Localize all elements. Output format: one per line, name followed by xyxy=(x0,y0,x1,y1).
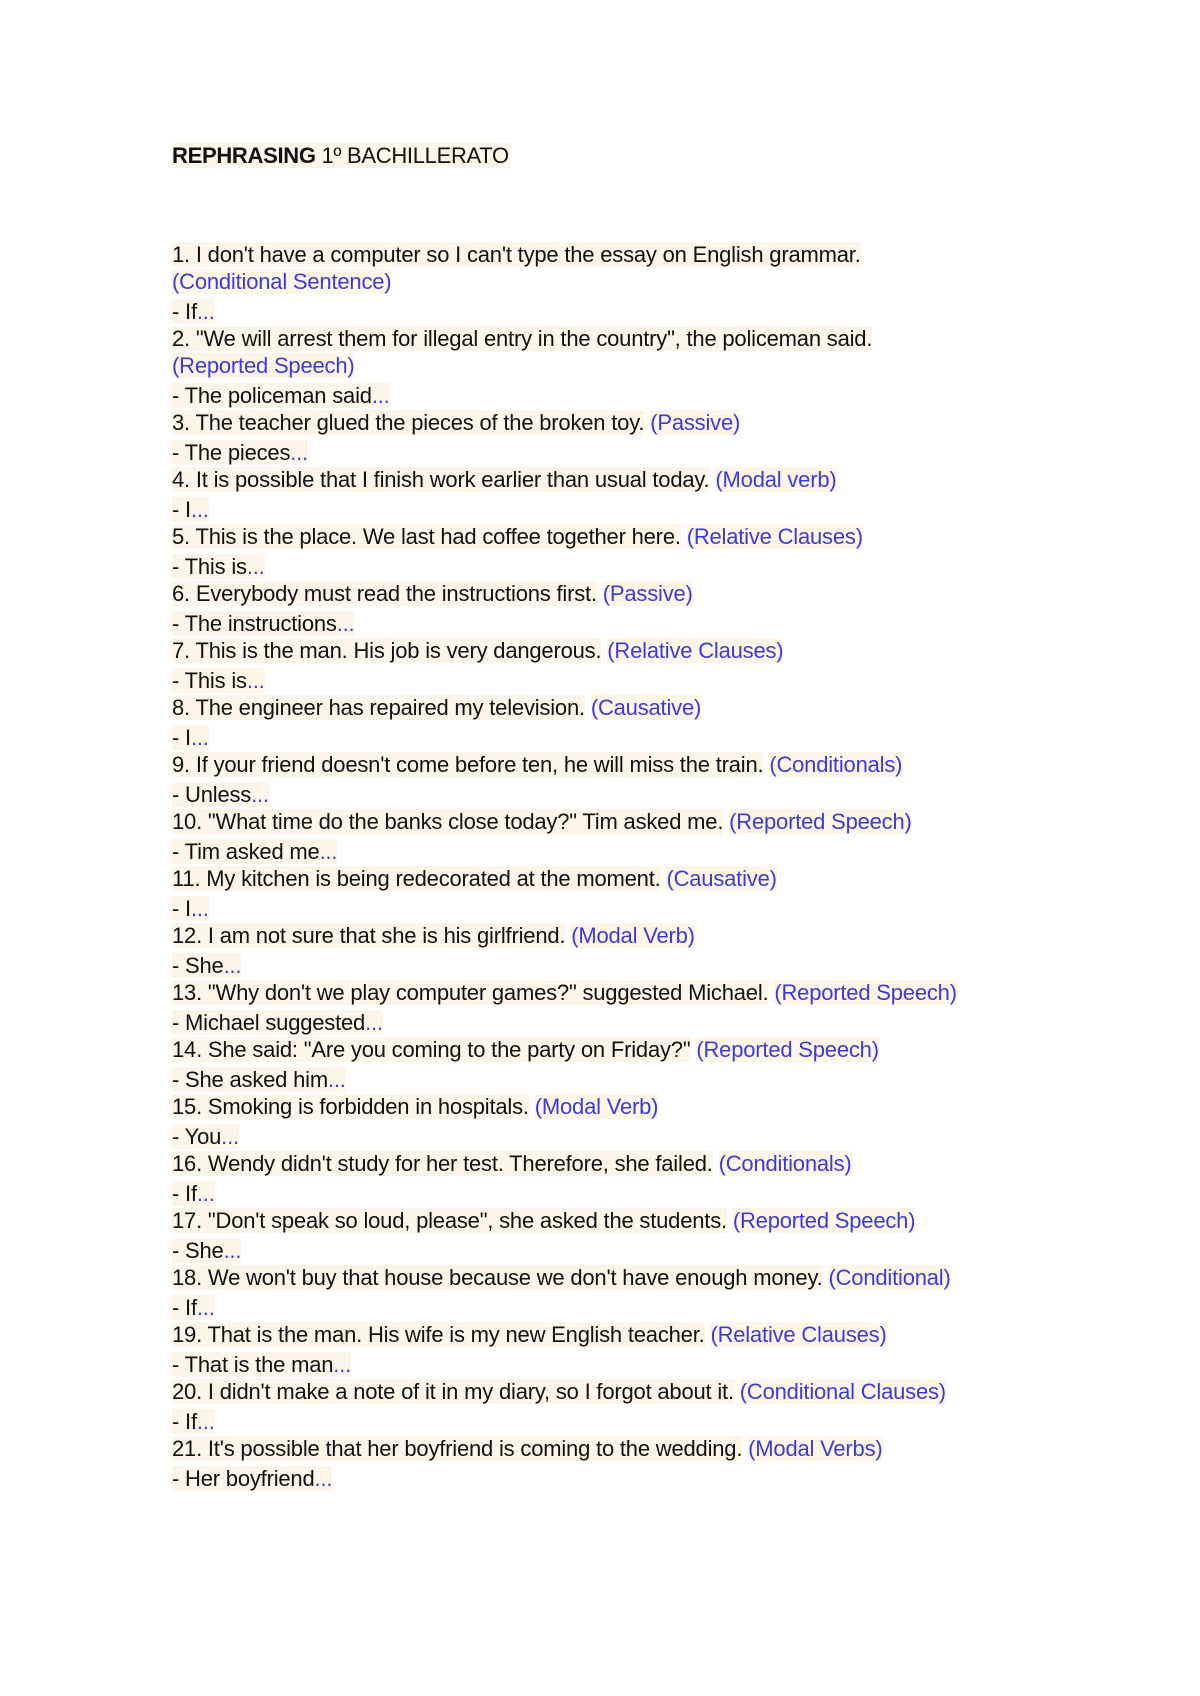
answer-highlight xyxy=(172,1466,332,1491)
exercise-question xyxy=(172,1150,1072,1180)
answer-highlight xyxy=(172,1181,215,1206)
grammar-tag: (Modal Verb) xyxy=(571,923,695,948)
exercise-question xyxy=(172,466,1072,496)
exercise-item xyxy=(172,1321,1072,1378)
answer-ellipsis: ... xyxy=(336,611,355,636)
answer-highlight xyxy=(172,1010,383,1035)
grammar-tag: (Conditional Sentence) xyxy=(172,269,392,294)
exercise-question xyxy=(172,580,1072,610)
answer-highlight xyxy=(172,1295,215,1320)
grammar-tag: (Reported Speech) xyxy=(729,809,912,834)
answer-prompt xyxy=(172,781,1072,808)
exercise-item xyxy=(172,466,1072,523)
exercise-question xyxy=(172,523,1072,553)
exercise-item xyxy=(172,1207,1072,1264)
answer-ellipsis: ... xyxy=(196,1181,215,1206)
exercise-question xyxy=(172,1036,1072,1066)
exercise-question xyxy=(172,808,1072,838)
grammar-tag: (Causative) xyxy=(666,866,777,891)
answer-prompt xyxy=(172,667,1072,694)
question-text: 13. "Why don't we play computer games?" suggested Michael. xyxy=(172,980,769,1005)
answer-start: - If xyxy=(172,1295,197,1320)
answer-highlight xyxy=(172,440,308,465)
question-text: 14. She said: "Are you coming to the party on Friday?" xyxy=(172,1037,691,1062)
answer-start: - Michael suggested xyxy=(172,1010,366,1035)
answer-prompt xyxy=(172,895,1072,922)
answer-ellipsis: ... xyxy=(319,839,338,864)
question-text: 20. I didn't make a note of it in my diary, so I forgot about it. xyxy=(172,1379,734,1404)
answer-prompt xyxy=(172,1066,1072,1093)
exercise-item xyxy=(172,751,1072,808)
grammar-tag: (Passive) xyxy=(650,410,741,435)
answer-prompt xyxy=(172,724,1072,751)
answer-highlight xyxy=(172,782,269,807)
grammar-tag: (Relative Clauses) xyxy=(607,638,784,663)
answer-highlight xyxy=(172,554,265,579)
answer-ellipsis: ... xyxy=(333,1352,352,1377)
answer-prompt xyxy=(172,382,1072,409)
exercise-question xyxy=(172,1321,1072,1351)
question-text: 15. Smoking is forbidden in hospitals. xyxy=(172,1094,529,1119)
answer-start: - She xyxy=(172,953,224,978)
exercise-question xyxy=(172,1378,1072,1408)
answer-start: - If xyxy=(172,299,197,324)
answer-ellipsis: ... xyxy=(290,440,309,465)
title-bold: REPHRASING xyxy=(172,143,316,168)
answer-ellipsis: ... xyxy=(246,554,265,579)
answer-start: - Tim asked me xyxy=(172,839,320,864)
question-text: 17. "Don't speak so loud, please", she asked the students. xyxy=(172,1208,727,1233)
title-rest: 1º BACHILLERATO xyxy=(315,143,509,168)
answer-highlight xyxy=(172,725,209,750)
question-text: 19. That is the man. His wife is my new English teacher. xyxy=(172,1322,705,1347)
question-text: 7. This is the man. His job is very dangerous. xyxy=(172,638,602,663)
exercise-question xyxy=(172,922,1072,952)
grammar-tag: (Conditional Clauses) xyxy=(739,1379,946,1404)
exercise-question xyxy=(172,1093,1072,1123)
exercise-item xyxy=(172,1093,1072,1150)
answer-highlight xyxy=(172,611,354,636)
exercise-item xyxy=(172,694,1072,751)
grammar-tag: (Reported Speech) xyxy=(172,353,355,378)
answer-ellipsis: ... xyxy=(196,1409,215,1434)
answer-ellipsis: ... xyxy=(190,497,209,522)
exercise-item xyxy=(172,523,1072,580)
answer-prompt xyxy=(172,1294,1072,1321)
exercise-item xyxy=(172,1378,1072,1435)
exercise-item xyxy=(172,1264,1072,1321)
answer-highlight xyxy=(172,383,390,408)
answer-prompt xyxy=(172,1465,1072,1492)
answer-ellipsis: ... xyxy=(190,725,209,750)
exercise-item xyxy=(172,808,1072,865)
grammar-tag: (Modal verb) xyxy=(715,467,837,492)
answer-prompt xyxy=(172,1009,1072,1036)
grammar-tag: (Modal Verb) xyxy=(534,1094,659,1119)
answer-ellipsis: ... xyxy=(223,953,242,978)
question-text: 12. I am not sure that she is his girlfriend. xyxy=(172,923,566,948)
exercise-question xyxy=(172,1435,1072,1465)
exercise-item xyxy=(172,241,1072,325)
answer-start: - I xyxy=(172,497,191,522)
answer-highlight xyxy=(172,299,215,324)
question-text: 2. "We will arrest them for illegal entry in the country", the policeman said. xyxy=(172,326,873,351)
answer-prompt xyxy=(172,553,1072,580)
answer-ellipsis: ... xyxy=(223,1238,242,1263)
exercise-question xyxy=(172,1264,1072,1294)
answer-highlight xyxy=(172,896,209,921)
exercise-question xyxy=(172,979,1072,1009)
question-text: 10. "What time do the banks close today?" Tim asked me. xyxy=(172,809,724,834)
grammar-tag: (Conditionals) xyxy=(718,1151,852,1176)
question-text: 6. Everybody must read the instructions first. xyxy=(172,581,597,606)
answer-start: - This is xyxy=(172,554,247,579)
exercise-item xyxy=(172,325,1072,409)
answer-start: - Unless xyxy=(172,782,252,807)
answer-highlight xyxy=(172,953,241,978)
question-text: 9. If your friend doesn't come before ten, he will miss the train. xyxy=(172,752,764,777)
answer-start: - I xyxy=(172,725,191,750)
answer-prompt xyxy=(172,496,1072,523)
question-text: 8. The engineer has repaired my television. xyxy=(172,695,585,720)
question-text: 3. The teacher glued the pieces of the broken toy. xyxy=(172,410,645,435)
answer-start: - That is the man xyxy=(172,1352,334,1377)
answer-start: - The pieces xyxy=(172,440,291,465)
answer-prompt xyxy=(172,610,1072,637)
question-text: 5. This is the place. We last had coffee together here. xyxy=(172,524,681,549)
answer-prompt xyxy=(172,1123,1072,1150)
answer-prompt xyxy=(172,298,1072,325)
exercise-item xyxy=(172,1150,1072,1207)
answer-ellipsis: ... xyxy=(251,782,269,807)
exercise-item xyxy=(172,922,1072,979)
exercise-question xyxy=(172,751,1072,781)
page-title xyxy=(172,141,511,171)
answer-prompt xyxy=(172,952,1072,979)
answer-highlight xyxy=(172,1409,215,1434)
answer-highlight xyxy=(172,839,337,864)
grammar-tag: (Modal Verbs) xyxy=(748,1436,883,1461)
answer-start: - This is xyxy=(172,668,247,693)
exercise-question xyxy=(172,325,1072,382)
answer-ellipsis: ... xyxy=(246,668,265,693)
answer-highlight xyxy=(172,1124,239,1149)
question-text: 18. We won't buy that house because we don't have enough money. xyxy=(172,1265,823,1290)
exercise-item xyxy=(172,1435,1072,1492)
grammar-tag: (Reported Speech) xyxy=(774,980,957,1005)
question-text: 16. Wendy didn't study for her test. Therefore, she failed. xyxy=(172,1151,713,1176)
grammar-tag: (Reported Speech) xyxy=(732,1208,916,1233)
answer-start: - I xyxy=(172,896,191,921)
exercise-item xyxy=(172,1036,1072,1093)
grammar-tag: (Relative Clauses) xyxy=(686,524,863,549)
answer-ellipsis: ... xyxy=(221,1124,239,1149)
question-text: 11. My kitchen is being redecorated at the moment. xyxy=(172,866,661,891)
question-text: 21. It's possible that her boyfriend is coming to the wedding. xyxy=(172,1436,743,1461)
answer-ellipsis: ... xyxy=(314,1466,333,1491)
answer-prompt xyxy=(172,1180,1072,1207)
answer-ellipsis: ... xyxy=(196,1295,215,1320)
answer-highlight xyxy=(172,1067,346,1092)
answer-prompt xyxy=(172,439,1072,466)
exercise-item xyxy=(172,979,1072,1036)
answer-start: - You xyxy=(172,1124,222,1149)
answer-start: - Her boyfriend xyxy=(172,1466,315,1491)
answer-highlight xyxy=(172,1238,241,1263)
answer-prompt xyxy=(172,1408,1072,1435)
answer-ellipsis: ... xyxy=(327,1067,346,1092)
exercise-question xyxy=(172,241,1072,298)
exercise-item xyxy=(172,865,1072,922)
exercise-question xyxy=(172,865,1072,895)
answer-start: - The instructions xyxy=(172,611,337,636)
answer-ellipsis: ... xyxy=(196,299,215,324)
grammar-tag: (Causative) xyxy=(590,695,702,720)
answer-highlight xyxy=(172,497,209,522)
answer-ellipsis: ... xyxy=(365,1010,383,1035)
exercise-item xyxy=(172,409,1072,466)
grammar-tag: (Passive) xyxy=(602,581,693,606)
answer-highlight xyxy=(172,1352,351,1377)
answer-start: - If xyxy=(172,1409,197,1434)
grammar-tag: (Conditional) xyxy=(828,1265,951,1290)
exercise-item xyxy=(172,637,1072,694)
answer-prompt xyxy=(172,838,1072,865)
exercise-question xyxy=(172,637,1072,667)
grammar-tag: (Reported Speech) xyxy=(696,1037,879,1062)
answer-start: - She xyxy=(172,1238,224,1263)
answer-ellipsis: ... xyxy=(371,383,390,408)
exercise-item xyxy=(172,580,1072,637)
exercise-question xyxy=(172,1207,1072,1237)
exercise-list xyxy=(172,241,1072,1492)
grammar-tag: (Relative Clauses) xyxy=(710,1322,887,1347)
answer-start: - The policeman said xyxy=(172,383,372,408)
answer-prompt xyxy=(172,1237,1072,1264)
answer-highlight xyxy=(172,668,265,693)
title-highlight xyxy=(172,143,511,168)
answer-start: - If xyxy=(172,1181,197,1206)
exercise-question xyxy=(172,694,1072,724)
answer-prompt xyxy=(172,1351,1072,1378)
exercise-question xyxy=(172,409,1072,439)
question-text: 1. I don't have a computer so I can't type the essay on English grammar. xyxy=(172,242,861,267)
answer-ellipsis: ... xyxy=(190,896,209,921)
grammar-tag: (Conditionals) xyxy=(769,752,903,777)
question-text: 4. It is possible that I finish work earlier than usual today. xyxy=(172,467,710,492)
answer-start: - She asked him xyxy=(172,1067,328,1092)
